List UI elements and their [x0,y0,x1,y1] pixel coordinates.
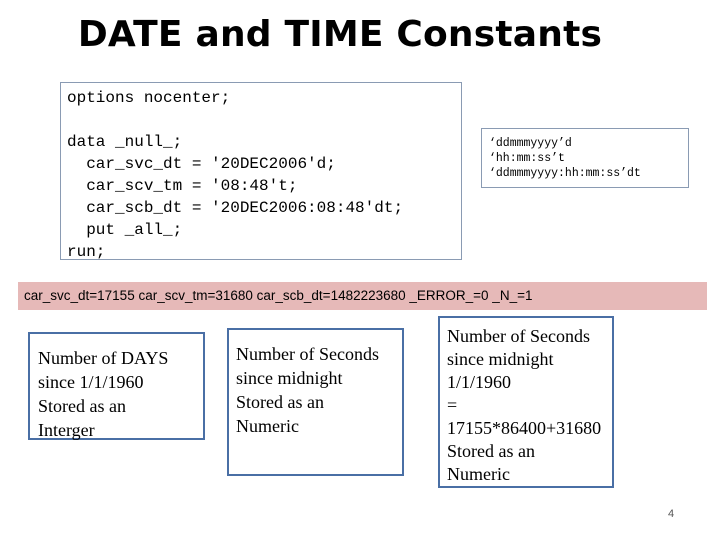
format-time: ‘hh:mm:ss’t [489,152,565,165]
note-line: Numeric [236,416,299,436]
log-output-text: car_svc_dt=17155 car_scv_tm=31680 car_scb_dt=1482223680 _ERROR_=0 _N_=1 [24,288,533,303]
note-line: 1/1/1960 [447,372,512,392]
code-line-time-constant: car_scv_tm = '08:48't; [67,177,298,195]
code-line-put: put _all_; [67,221,183,239]
note-line: since midnight [236,368,343,388]
code-line-run: run; [67,243,106,261]
code-line-date-constant: car_svc_dt = '20DEC2006'd; [67,155,336,173]
note-line: Numeric [447,464,510,484]
note-line: 17155*86400+31680 [447,418,602,438]
note-time-value [227,328,404,476]
note-line: since 1/1/1960 [38,372,144,392]
format-date: ‘ddmmmyyyy’d [489,137,572,150]
note-line: Number of DAYS [38,348,169,368]
note-line: Stored as an [38,396,126,416]
log-output-bar [18,282,707,310]
note-line: Number of Seconds [447,326,590,346]
note-line: Stored as an [447,441,535,461]
code-box [60,82,462,260]
note-datetime-value [438,316,614,488]
note-line: since midnight [447,349,554,369]
format-datetime: ‘ddmmmyyyy:hh:mm:ss’dt [489,167,641,180]
note-line: Stored as an [236,392,324,412]
slide-title: DATE and TIME Constants [77,14,603,55]
note-date-value [28,332,205,440]
page-number: 4 [668,508,675,520]
code-line-data-step: data _null_; [67,133,183,151]
code-line-datetime-constant: car_scb_dt = '20DEC2006:08:48'dt; [67,199,404,217]
note-line: Number of Seconds [236,344,379,364]
note-line: Interger [38,420,95,440]
format-box [481,128,689,188]
note-line: = [447,395,458,415]
code-line-options: options nocenter; [67,89,231,107]
